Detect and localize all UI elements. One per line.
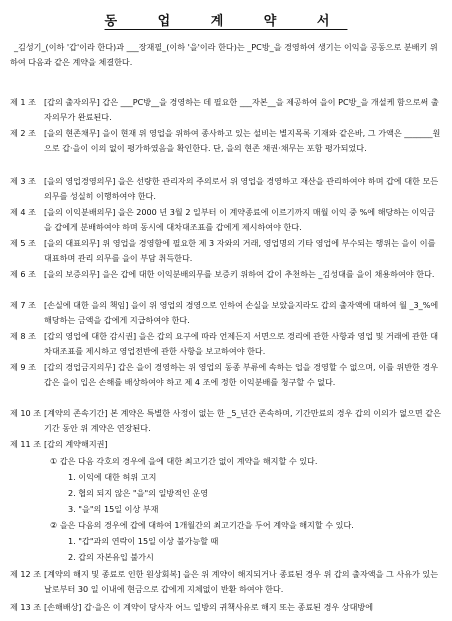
clause11-item: 1. 이익에 대한 허위 고지 [68,472,157,482]
article-text: [을의 영업경영의무] 을은 선량한 관리자의 주의로서 위 영업을 경영하고 재산을 관리하여야 하며 갑에 대한 모든 의무를 성실히 이행하여야 한다. [44,176,439,201]
article-4 [10,205,442,235]
intro-paragraph: _김성기_(이하 '갑'이라 한다)과 ___장재필_(이하 '을'이라 한다)는 _PC방_을 경영하여 생기는 이익을 공동으로 분배키 위하여 다음과 같은 계약을 체결한다. [10,42,438,67]
clause11-item: 3. "을"의 15일 이상 부재 [68,504,159,514]
article-2 [10,126,442,156]
article-text: [을의 대표의무] 위 영업을 경영함에 필요한 제 3 자와의 거래, 영업명의 기타 영업에 부수되는 행위는 을이 이를 대표하며 관리 의무를 을이 부담 취득한다. [44,238,436,263]
article-13 [10,600,442,615]
article-text: [갑의 경업금지의무] 갑은 을이 경영하는 위 영업의 동종 부류에 속하는 업을 경영할 수 없으며, 이를 위반한 경우 갑은 을이 입은 손해를 배상하여야 하고 제 4 조에 정한 이익분배를 청구할 수 없다. [44,362,439,387]
article-5 [10,236,442,266]
article-12 [10,567,442,597]
article-3 [10,174,442,204]
article-number: 제 11 조 [10,439,42,449]
article-text: [계약의 해지 및 종료로 인한 원상회복] 을은 위 계약이 해지되거나 종료된 경우 위 갑의 출자액을 그 사유가 있는 날로부터 30 일 이내에 현금으로 갑에게 지체없이 반환 하여야 한다. [44,569,439,594]
clause11-item: ① 갑은 다음 각호의 경우에 을에 대한 최고기간 없이 계약을 해지할 수 있다. [50,456,318,466]
article-number: 제 9 조 [10,362,36,372]
article-text: [을의 보증의무] 을은 갑에 대한 이익분배의무를 보증키 위하여 갑이 추천하는 _김성대를 을이 채용하여야 한다. [44,269,435,279]
article-text: [을의 현존채무] 을이 현재 위 영업을 위하여 종사하고 있는 설비는 별지목록 기재와 같은바, 그 가액은 _______원으로 갑·을이 이의 없이 평가하였음을 확인한다. 단, 을의 현존 채권·채무는 포함 평가되었다. [44,128,441,153]
article-11 [10,437,442,452]
article-text: [을의 이익분배의무] 을은 2000 년 3월 2 일부터 이 계약종료에 이르기까지 매월 이익 중 %에 해당하는 이익금을 갑에게 분배하여야 하며 동시에 대차대조표를 갑에게 제시하여야 한다. [44,207,435,232]
clause11-item: 2. 협의 되지 않은 "을"의 일방적인 운영 [68,488,209,498]
article-number: 제 3 조 [10,176,36,186]
article-10 [10,406,442,436]
clause11-item: 2. 갑의 자본유입 불가시 [68,552,154,562]
article-text: [계약의 존속기간] 본 계약은 특별한 사정이 없는 한 _5_년간 존속하며, 기간만료의 경우 갑의 이의가 없으면 같은 기간 동안 위 계약은 연장된다. [44,408,441,433]
document-title: 동 업 계 약 서 [104,14,348,29]
article-8 [10,329,442,359]
clause11-item: ② 을은 다음의 경우에 갑에 대하여 1개월간의 최고기간을 두어 계약을 해지할 수 있다. [50,520,354,530]
article-number: 제 12 조 [10,569,42,579]
article-6 [10,267,442,282]
article-number: 제 4 조 [10,207,36,217]
article-number: 제 2 조 [10,128,36,138]
article-number: 제 13 조 [10,602,42,612]
article-text: [손해배상] 갑·을은 이 계약이 당사자 어느 일방의 귀책사유로 해지 또는 종료된 경우 상대방에 [44,602,374,612]
article-number: 제 7 조 [10,300,36,310]
article-text: [갑의 출자의무] 갑은 ___PC방__을 경영하는 데 필요한 ___자본__을 제공하여 을이 PC방_을 개설케 함으로써 출자의무가 완료된다. [44,97,439,122]
article-1 [10,95,442,125]
article-number: 제 8 조 [10,331,36,341]
article-text: [갑의 계약해지권] [44,439,108,449]
clause11-item: 1. "갑"과의 연락이 15일 이상 불가능할 때 [68,536,219,546]
article-number: 제 1 조 [10,97,36,107]
article-text: [손실에 대한 을의 책임] 을이 위 영업의 경영으로 인하여 손실을 보았을지라도 갑의 출자액에 대하여 월 _3_%에 해당하는 금액을 갑에게 지급하여야 한다. [44,300,439,325]
article-9 [10,360,442,390]
article-number: 제 10 조 [10,408,42,418]
article-number: 제 6 조 [10,269,36,279]
article-number: 제 5 조 [10,238,36,248]
article-text: [갑의 영업에 대한 감시권] 을은 갑의 요구에 따라 언제든지 서면으로 경리에 관한 사항과 영업 및 거래에 관한 대차대조표를 제시하고 영업전반에 관한 사항을 보고하여야 한다. [44,331,439,356]
article-7 [10,298,442,328]
